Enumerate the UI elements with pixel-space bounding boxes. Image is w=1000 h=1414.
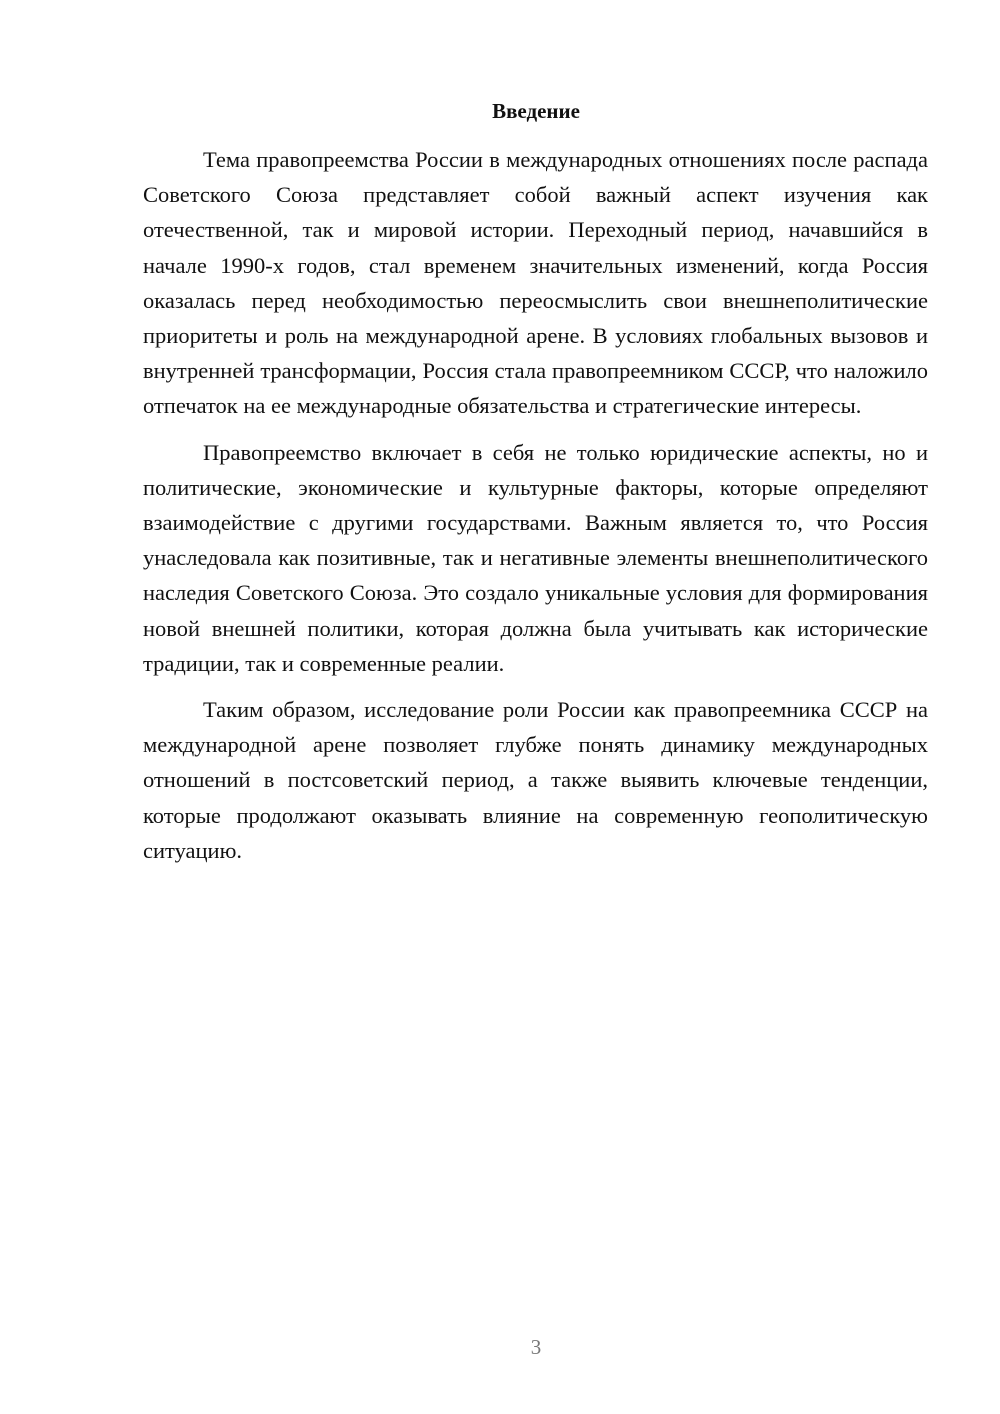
body-text xyxy=(143,142,928,879)
page-number: 3 xyxy=(530,1335,542,1359)
section-title: Введение xyxy=(492,99,580,123)
paragraph-3: Таким образом, исследование роли России как правопреемника СССР на международной арене позволяет глубже понять динамику международных отношений в постсоветский период, а также выявить ключевые тенденции, которые продолжают оказывать влияние на современную геополитическую ситуацию. xyxy=(143,697,928,863)
paragraph-1: Тема правопреемства России в международных отношениях после распада Советского Союза представляет собой важный аспект изучения как отечественной, так и мировой истории. Переходный период, начавшийся в начале 1990-х годов, стал временем значительных изменений, когда Россия оказалась перед необходимостью переосмыслить свои внешнеполитические приоритеты и роль на международной арене. В условиях глобальных вызовов и внутренней трансформации, Россия стала правопреемником СССР, что наложило отпечаток на ее международные обязательства и стратегические интересы. xyxy=(143,147,928,419)
paragraph-2: Правопреемство включает в себя не только юридические аспекты, но и политические, экономические и культурные факторы, которые определяют взаимодействие с другими государствами. Важным является то, что Россия унаследовала как позитивные, так и негативные элементы внешнеполитического наследия Советского Союза. Это создало уникальные условия для формирования новой внешней политики, которая должна была учитывать как исторические традиции, так и современные реалии. xyxy=(143,439,928,676)
